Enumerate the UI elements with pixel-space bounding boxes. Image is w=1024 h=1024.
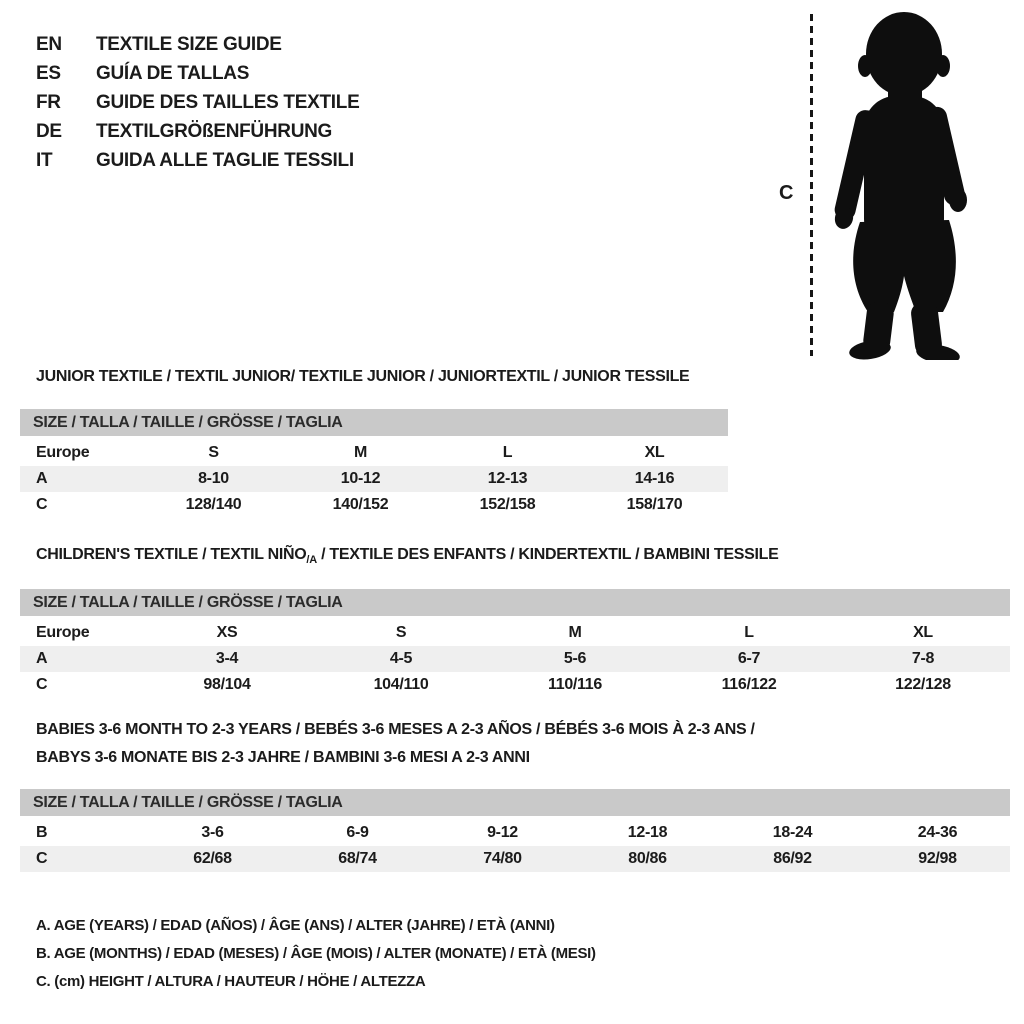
babies-section-heading — [36, 716, 755, 772]
toddler-silhouette-icon — [818, 10, 980, 360]
size-cell: XL — [913, 624, 933, 641]
language-row-fr — [36, 88, 359, 117]
age-cell: 18-24 — [772, 824, 813, 841]
row-label: Europe — [36, 624, 90, 641]
size-cell: M — [353, 444, 368, 461]
children-heading-text: CHILDREN'S TEXTILE / TEXTIL NIÑO — [36, 546, 307, 563]
legend-notes — [36, 912, 596, 996]
children-size-table — [20, 589, 1010, 698]
table-row-height — [20, 672, 1010, 698]
language-code: FR — [36, 91, 61, 113]
note-age-years: A. AGE (YEARS) / EDAD (AÑOS) / ÂGE (ANS) / ALTER (JAHRE) / ETÀ (ANNI) — [36, 917, 555, 934]
height-cell: 158/170 — [626, 496, 683, 513]
height-cell: 68/74 — [338, 850, 377, 867]
babies-heading-line2: BABYS 3-6 MONATE BIS 2-3 JAHRE / BAMBINI 3-6 MESI A 2-3 ANNI — [36, 749, 530, 766]
age-cell: 3-4 — [215, 650, 239, 667]
language-row-it — [36, 146, 359, 175]
row-label: C — [36, 676, 48, 693]
age-cell: 12-13 — [487, 470, 528, 487]
size-cell: XS — [216, 624, 238, 641]
table-row-europe — [20, 440, 728, 466]
babies-size-table — [20, 789, 1010, 872]
height-cell: 128/140 — [185, 496, 242, 513]
table-row-height — [20, 492, 728, 518]
row-label: B — [36, 824, 48, 841]
children-heading-subscript: /A — [306, 554, 317, 566]
height-cell: 116/122 — [721, 676, 777, 693]
row-label: Europe — [36, 444, 90, 461]
size-cell: M — [568, 624, 582, 641]
language-code: EN — [36, 33, 62, 55]
row-label: A — [36, 470, 48, 487]
height-cell: 104/110 — [373, 676, 429, 693]
language-title: TEXTILGRÖßENFÜHRUNG — [96, 120, 333, 142]
height-cell: 98/104 — [203, 676, 251, 693]
language-row-de — [36, 117, 359, 146]
size-cell: L — [502, 444, 513, 461]
height-cell: 86/92 — [773, 850, 812, 867]
table-row-age-months — [20, 820, 1010, 846]
height-cell: 62/68 — [193, 850, 232, 867]
height-cell: 92/98 — [918, 850, 957, 867]
table-row-europe — [20, 620, 1010, 646]
junior-section-heading: JUNIOR TEXTILE / TEXTIL JUNIOR/ TEXTILE JUNIOR / JUNIORTEXTIL / JUNIOR TESSILE — [36, 368, 690, 385]
language-title: GUIDE DES TAILLES TEXTILE — [96, 91, 360, 113]
row-label: C — [36, 850, 48, 867]
language-row-en — [36, 30, 359, 59]
size-table-header: SIZE / TALLA / TAILLE / GRÖSSE / TAGLIA — [20, 409, 728, 436]
table-row-age — [20, 466, 728, 492]
height-cell: 140/152 — [332, 496, 389, 513]
row-label: C — [36, 496, 48, 513]
age-cell: 14-16 — [634, 470, 675, 487]
language-title-list — [36, 30, 359, 175]
note-age-months: B. AGE (MONTHS) / EDAD (MESES) / ÂGE (MOIS) / ALTER (MONATE) / ETÀ (MESI) — [36, 945, 596, 962]
age-cell: 3-6 — [201, 824, 224, 841]
height-measure-label: C — [779, 182, 794, 204]
children-heading-text: / TEXTILE DES ENFANTS / KINDERTEXTIL / BAMBINI TESSILE — [316, 546, 779, 563]
age-cell: 5-6 — [563, 650, 587, 667]
age-cell: 4-5 — [389, 650, 413, 667]
junior-size-table — [20, 409, 728, 518]
age-cell: 12-18 — [627, 824, 668, 841]
table-row-height — [20, 846, 1010, 872]
language-row-es — [36, 59, 359, 88]
language-code: DE — [36, 120, 62, 142]
age-cell: 10-12 — [340, 470, 381, 487]
age-cell: 7-8 — [911, 650, 935, 667]
children-section-heading — [36, 546, 778, 566]
note-height-cm: C. (cm) HEIGHT / ALTURA / HAUTEUR / HÖHE / ALTEZZA — [36, 973, 426, 990]
table-row-age — [20, 646, 1010, 672]
size-table-header: SIZE / TALLA / TAILLE / GRÖSSE / TAGLIA — [20, 789, 1010, 816]
size-table-header: SIZE / TALLA / TAILLE / GRÖSSE / TAGLIA — [20, 589, 1010, 616]
age-cell: 9-12 — [487, 824, 518, 841]
size-cell: L — [744, 624, 754, 641]
babies-heading-line1: BABIES 3-6 MONTH TO 2-3 YEARS / BEBÉS 3-6 MESES A 2-3 AÑOS / BÉBÉS 3-6 MOIS À 2-3 ANS / — [36, 721, 755, 738]
height-cell: 152/158 — [479, 496, 536, 513]
size-cell: XL — [644, 444, 665, 461]
age-cell: 24-36 — [917, 824, 958, 841]
height-measure-dashed-line — [810, 14, 813, 356]
height-cell: 122/128 — [895, 676, 951, 693]
age-cell: 6-7 — [737, 650, 761, 667]
age-cell: 6-9 — [346, 824, 369, 841]
language-title: GUIDA ALLE TAGLIE TESSILI — [96, 149, 354, 171]
language-code: ES — [36, 62, 61, 84]
height-cell: 110/116 — [548, 676, 602, 693]
height-cell: 80/86 — [628, 850, 667, 867]
row-label: A — [36, 650, 48, 667]
language-title: TEXTILE SIZE GUIDE — [96, 33, 282, 55]
size-cell: S — [208, 444, 219, 461]
size-cell: S — [395, 624, 407, 641]
age-cell: 8-10 — [198, 470, 229, 487]
language-code: IT — [36, 149, 53, 171]
language-title: GUÍA DE TALLAS — [96, 62, 250, 84]
height-cell: 74/80 — [483, 850, 522, 867]
